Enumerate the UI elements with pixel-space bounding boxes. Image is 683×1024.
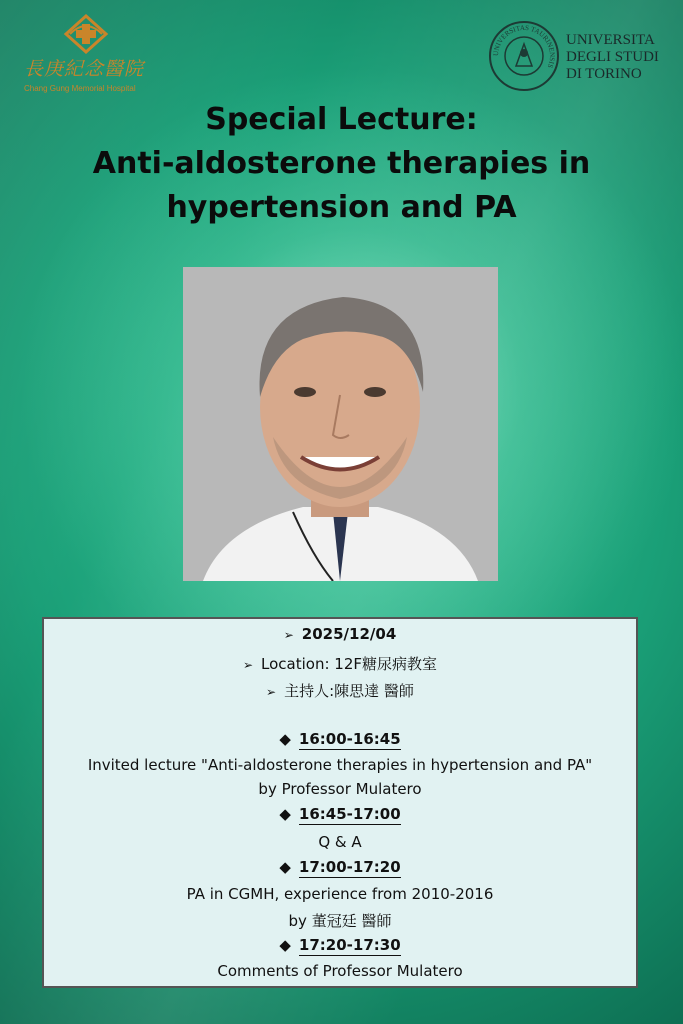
- title-line-2: Anti-aldosterone therapies in: [92, 146, 591, 181]
- schedule-desc-4: Comments of Professor Mulatero: [217, 962, 463, 980]
- schedule-time-2: ◆ 16:45-17:00: [279, 805, 401, 823]
- event-location: ➢ Location: 12F糖尿病教室: [242, 655, 438, 673]
- arrow-icon: ➢: [242, 658, 254, 672]
- arrow-icon: ➢: [283, 628, 294, 642]
- schedule-desc-3b: by 董冠廷 醫師: [288, 912, 392, 930]
- university-logo: [488, 20, 678, 92]
- schedule-desc-3a: PA in CGMH, experience from 2010-2016: [186, 885, 494, 903]
- event-host: ➢ 主持人:陳思達 醫師: [266, 682, 414, 700]
- hospital-name-en: Chang Gung Memorial Hospital: [24, 84, 136, 93]
- schedule-time-4: ◆ 17:20-17:30: [279, 936, 401, 954]
- schedule-time-3: ◆ 17:00-17:20: [279, 858, 401, 876]
- hospital-name-cn: 長庚紀念醫院: [24, 58, 145, 80]
- speaker-portrait-icon: [183, 267, 498, 581]
- arrow-icon: ➢: [266, 685, 277, 699]
- title-line-3: hypertension and PA: [166, 190, 517, 225]
- title-line-1: Special Lecture:: [205, 102, 478, 137]
- lecture-title: [0, 98, 683, 230]
- schedule-desc-2: Q & A: [318, 833, 362, 851]
- schedule-desc-1b: by Professor Mulatero: [258, 780, 422, 798]
- diamond-bullet-icon: ◆: [279, 858, 291, 876]
- speaker-portrait: [183, 267, 498, 581]
- svg-text:UNIVERSITAS TAURINENSIS: UNIVERSITAS TAURINENSIS: [491, 23, 557, 70]
- university-name: UNIVERSITA DEGLI STUDI DI TORINO: [566, 32, 659, 82]
- schedule-desc-1a: Invited lecture "Anti-aldosterone therapies in hypertension and PA": [87, 756, 593, 774]
- diamond-bullet-icon: ◆: [279, 936, 291, 954]
- diamond-bullet-icon: ◆: [279, 730, 291, 748]
- diamond-bullet-icon: ◆: [279, 805, 291, 823]
- event-details-box: [42, 617, 638, 988]
- event-date: ➢ 2025/12/04: [283, 625, 397, 643]
- university-seal-icon: [488, 20, 560, 92]
- schedule-time-1: ◆ 16:00-16:45: [279, 730, 401, 748]
- hospital-cross-icon: [62, 14, 110, 54]
- hospital-logo: [18, 14, 153, 96]
